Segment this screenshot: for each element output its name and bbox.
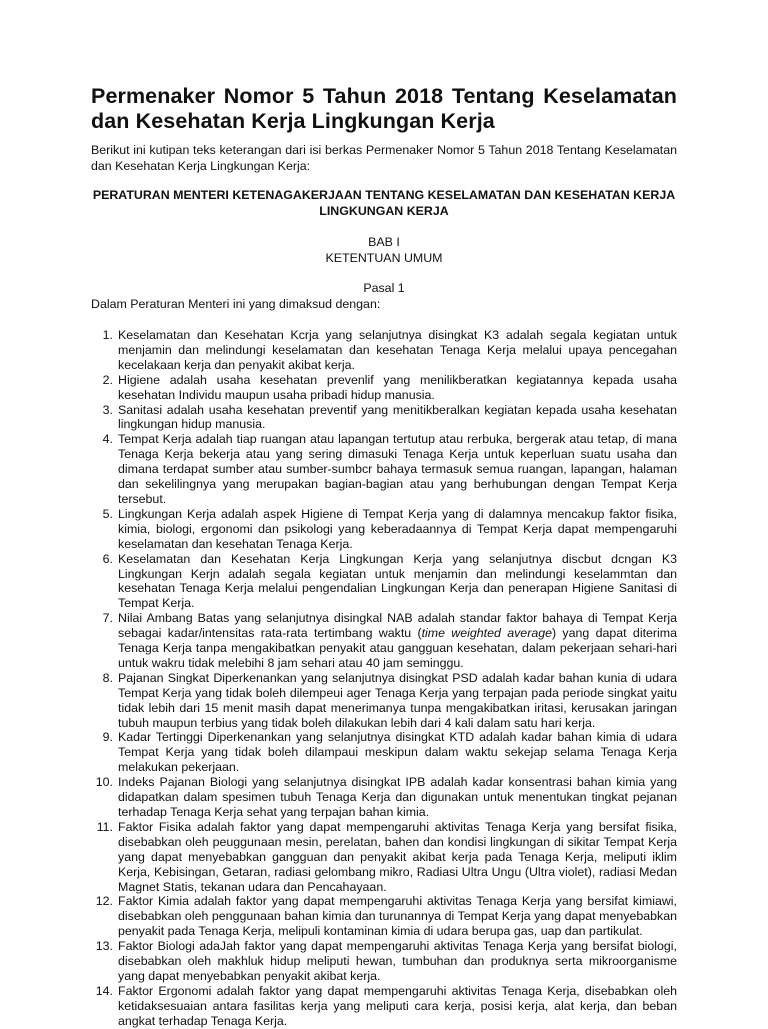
item-text: Indeks Pajanan Biologi yang selanjutnya disingkat IPB adalah kadar konsentrasi bahan kimia yang didapatkan dalam spesimen tubuh Tenaga Kerja dan digunakan untuk menentukan tingkat pejanan terhadap Tenaga Kerja sehat yang terpajan bahan kimia.: [118, 775, 677, 819]
item-text: Higiene adalah usaha kesehatan prevenlif yang menilikberatkan kegiatannya kepada usaha kesehatan Individu maupun usaha pribadi hidup manusia.: [118, 372, 677, 402]
item-text: Keselamatan dan Kesehatan Kcrja yang selanjutnya disingkat K3 adalah segala kegiatan untuk menjamin dan melindungi keselamatan dan kesehatan Tenaga Kerja melalui upaya pencegahan kecelakaan kerja dan penyakit akibat kerja.: [118, 328, 677, 372]
list-item: [91, 984, 677, 1029]
article-heading: Pasal 1: [363, 281, 405, 295]
item-number: 1.: [102, 328, 113, 342]
item-text: Faktor Ergonomi adalah faktor yang dapat mempengaruhi aktivitas Tenaga Kerja, disebabkan oleh ketidaksesuaian antara fasilitas kerja yang meliputi cara kerja, posisi kerja, alat kerja, dan beban angkat terhadap Tenaga Kerja.: [118, 983, 677, 1028]
item-text: Tempat Kerja adalah tiap ruangan atau lapangan tertutup atau rerbuka, bergerak atau tetap, di mana Tenaga Kerja bekerja atau yang sering dimasuki Tenaga Kerja untuk keperluan suatu usaha dan dimana terdapat sumber atau sumber-sumbcr bahaya termasuk semua ruangan, lapangan, halaman dan sekelilingnya yang merupakan bagian-bagian atau yang berhubungan dengan Tempat Kerja tersebut.: [118, 432, 677, 506]
list-item: [91, 820, 677, 895]
item-number: 6.: [102, 551, 113, 566]
item-text: Pajanan Singkat Diperkenankan yang selanjutnya disingkat PSD adalah kadar bahan kunia di udara Tempat Kerja yang tidak boleh dilempeui ager Tenaga Kerja yang terpajan pada periode singkat yaitu tidak lebih dari 15 menit masih dapat menerimanya tunpa mengakibatkan iritasi, kerusakan jaringan tubuh maupun terbius yang tidak boleh dilakukan lebih dari 4 kali dalam satu hari kerja.: [118, 670, 677, 730]
chapter-title: KETENTUAN UMUM: [325, 250, 443, 265]
item-number: 5.: [102, 506, 113, 521]
item-text: Sanitasi adalah usaha kesehatan preventif yang menitikberalkan kegiatan kepada usaha kesehatan lingkungan hidup manusia.: [118, 402, 677, 432]
item-text: Faktor Biologi adaJah faktor yang dapat mempengaruhi aktivitas Tenaga Kerja yang bersifat biologi, disebabkan oleh makhluk hidup meliputi hewan, tumbuhan dan produknya serta mikroorganisme yang dapat menyebabkan penyakit akibat kerja.: [118, 939, 677, 983]
list-item: [91, 507, 677, 552]
item-number: 11.: [96, 819, 113, 834]
definitions-list: [91, 328, 677, 1029]
item-number: 9.: [102, 730, 113, 745]
list-item: [91, 373, 677, 403]
chapter-heading: BAB I: [368, 235, 400, 249]
list-item: [91, 671, 677, 731]
list-item: [91, 611, 677, 671]
item-number: 8.: [102, 670, 113, 685]
item-number: 12.: [95, 894, 113, 909]
item-number: 3.: [102, 402, 113, 417]
article-lead: Dalam Peraturan Menteri ini yang dimaksud dengan:: [91, 296, 381, 311]
item-number: 14.: [95, 983, 113, 998]
list-item: [91, 894, 677, 939]
item-text: Faktor Fisika adalah faktor yang dapat mempengaruhi aktivitas Tenaga Kerja yang bersifat fisika, disebabkan oleh peuggunaan mesin, perelatan, bahen dan kondisi lingkungan di sikitar Tempat Kerja yang dapat menyebabkan gangguan dan penyakit akibat kerja pada Tenaga Kerja, meliputi iklim Kerja, Kebisingan, Getaran, radiasi gelombang mikro, Radiasi Ultra Ungu (Ultra violet), radiasi Medan Magnet Statis, tekanan udara dan Pencahayaan.: [118, 819, 677, 894]
intro-paragraph: Berikut ini kutipan teks keterangan dari isi berkas Permenaker Nomor 5 Tahun 2018 Tentang Keselamatan dan Kesehatan Kerja Lingkungan Kerja:: [91, 143, 677, 173]
item-text: Kadar Tertinggi Diperkenankan yang selanjutnya disingkat KTD adalah kadar bahan kimia di udara Tempat Kerja yang tidak boleh dilampaui meskipun dalam waktu sekejap selama Tenaga Kerja melakukan pekerjaan.: [118, 730, 677, 775]
list-item: [91, 939, 677, 984]
list-item: [91, 775, 677, 820]
item-text: Lingkungan Kerja adalah aspek Higiene di Tempat Kerja yang di dalamnya mencakup faktor fisika, kimia, biologi, ergonomi dan psikologi yang keberadaannya di Tempat Kerja dapat mempengaruhi keselamatan dan kesehatan Tenaga Kerja.: [118, 506, 677, 551]
document-title: Permenaker Nomor 5 Tahun 2018 Tentang Keselamatan dan Kesehatan Kerja Lingkungan Kerja: [91, 84, 677, 133]
item-text: Faktor Kimia adalah faktor yang dapat mempengaruhi aktivitas Tenaga Kerja yang bersifat kimiawi, disebabkan oleh penggunaan bahan kimia dan turunannya di Tempat Kerja yang dapat menyebabkan penyakit pada Tenaga Kerja, melipuli kontaminan kimia di udara berupa gas, uap dan partikulat.: [118, 894, 677, 939]
document-page: [91, 84, 677, 1029]
item-number: 4.: [102, 432, 113, 447]
item-text-part: Nilai Ambang Batas yang selanjutnya disingkal NAB adalah standar faktor bahaya di Tempat Kerja sebagai kadar/intensitas rata-rata tertimbang waktu (: [118, 611, 677, 641]
item-number: 13.: [95, 939, 113, 954]
list-item: [91, 432, 677, 507]
item-number: 2.: [102, 372, 113, 387]
item-text-italic: time weighted average: [421, 626, 552, 641]
item-text: [118, 611, 677, 671]
list-item: [91, 403, 677, 433]
item-text: Keselamatan dan Kesehatan Kerja Lingkungan Kerja yang selanjutnya discbut dcngan K3 Lingkungan Kerjn adalah segala kegiatan untuk menjamin dan melindungi keselammtan dan kesehatan Tenaga Kerja melalui pengendalian Lingkungan Kerja dan penerapan Higiene Sanitasi di Tempat Kerja.: [118, 551, 677, 611]
item-number: 7.: [102, 611, 113, 626]
list-item: [91, 552, 677, 612]
list-item: [91, 730, 677, 775]
item-text-part: ) yang dapat diterima Tenaga Kerja tanpa mengakibatkan penyakit atau gangguan kesehatan, dalam pekerjaan sehari-hari untuk wakru tidak melebihi 8 jam sehari atau 40 jam seminggu.: [118, 626, 677, 670]
item-number: 10.: [95, 775, 113, 790]
list-item: [91, 328, 677, 373]
regulation-title: PERATURAN MENTERI KETENAGAKERJAAN TENTANG KESELAMATAN DAN KESEHATAN KERJA LINGKUNGAN KERJA: [92, 188, 676, 218]
